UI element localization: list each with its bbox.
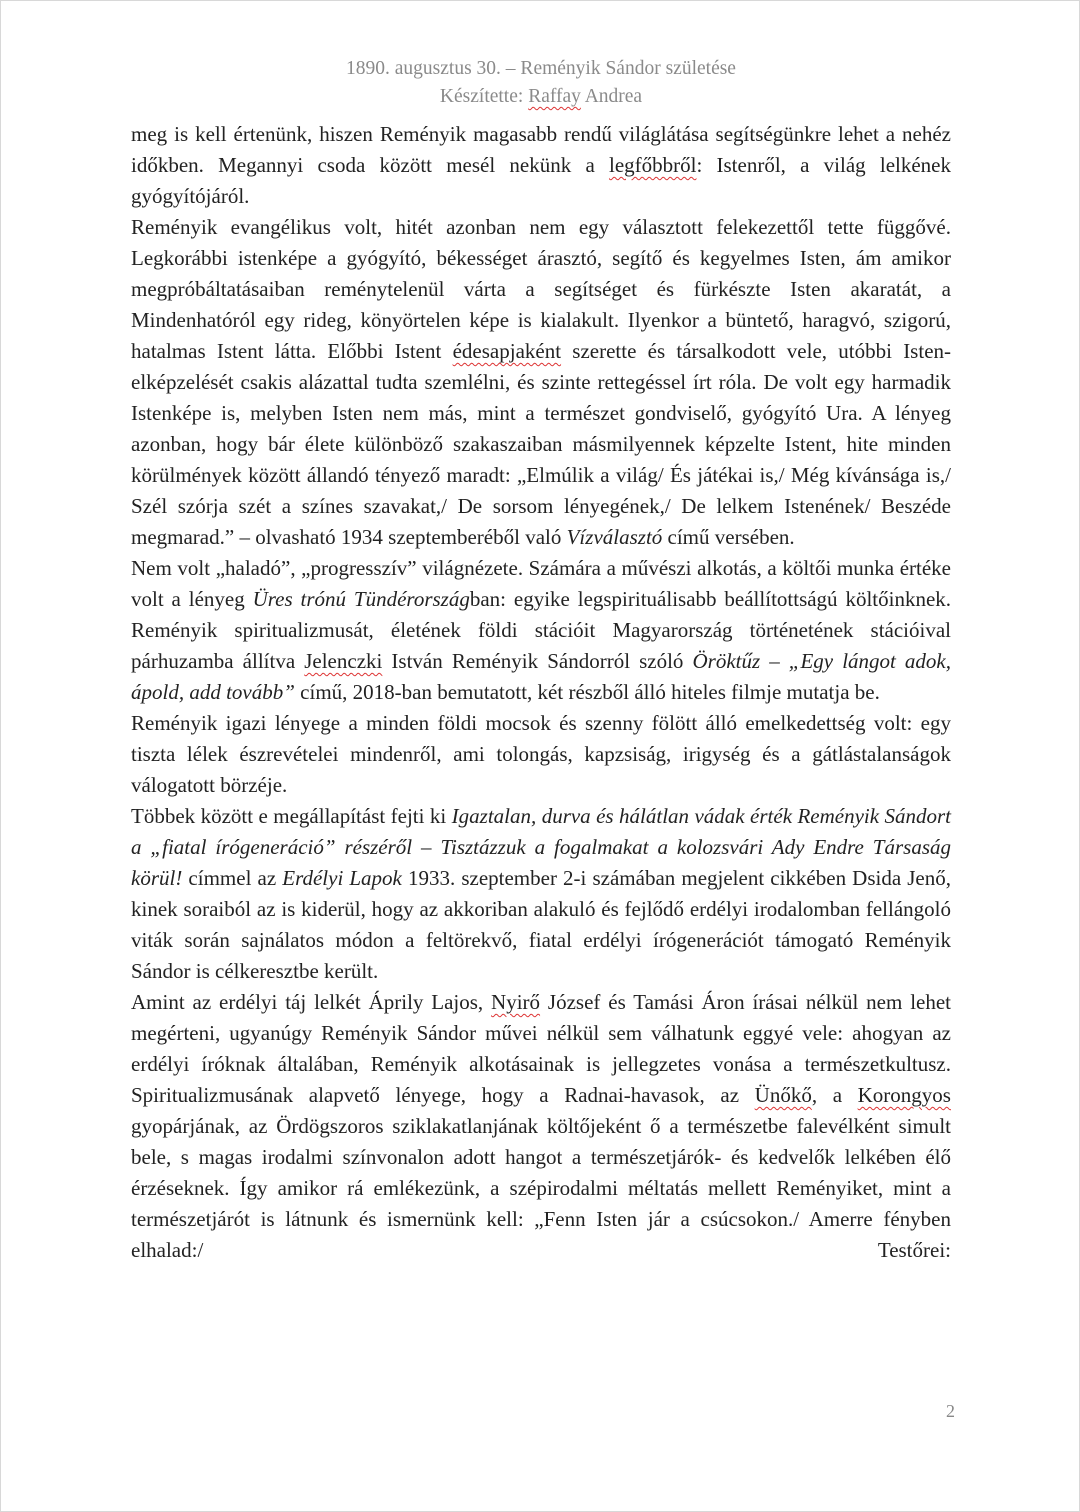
spellcheck-word: Korongyos	[857, 1083, 951, 1107]
spellcheck-word: Nyirő	[491, 990, 541, 1014]
paragraph-4	[131, 708, 951, 801]
spellcheck-word: Ünőkő	[754, 1083, 812, 1107]
spellcheck-word: édesapjaként	[452, 339, 562, 363]
film-title: Öröktűz – „Egy lángot adok, ápold, add tovább”	[131, 649, 952, 704]
text-run: szerette és társalkodott vele, utóbbi Isten-elképzelését csakis alázattal tudta szemlélni, és szinte rettegéssel írt róla. De volt egy harmadik Istenképe is, melyben Isten nem más, mint a természet gondviselő, gyógyító Ura. A lényeg azonban, hogy bár élete különböző szakaszaiban másmilyennek képzelte Istent, hite minden körülmények között állandó tényező maradt: „Elmúlik a világ/ És játékai is,/ Még kívánsága is,/ Szél szórja szét a színes szavakat,/ De sorsom lényegének,/ De lelkem Istenének/ Beszéde megmarad.” – olvasható 1934 szeptemberéből való	[131, 339, 952, 549]
text-run: Reményik evangélikus volt, hitét azonban nem egy választott felekezettől tette függővé. Legkorábbi istenképe a gyógyító, békességet árasztó, segítő és kegyelmes Isten, ám amikor megpróbáltatásaiban reménytelenül várta a segítséget és fürkészte Isten akaratát, a Mindenhatóról egy rideg, könyörtelen képe is kialakult. Ilyenkor a büntető, haragvó, szigorú, hatalmas Istent látta. Előbbi Istent	[131, 215, 951, 363]
text-run: Nem volt „haladó”, „progresszív” világnézete. Számára a művészi alkotás, a költői munka értéke volt a lényeg	[131, 556, 951, 611]
text-run: Többek között e megállapítást fejti ki	[131, 804, 452, 828]
paragraph-1	[131, 119, 951, 212]
poem-title: Vízválasztó	[566, 525, 663, 549]
article-title: Igaztalan, durva és hálátlan vádak érték Reményik Sándort a „fiatal írógeneráció” részéről – Tisztázzuk a fogalmakat a kolozsvári Ady Endre Társaság körül!	[131, 804, 951, 890]
book-title: Üres trónú Tündérország	[252, 587, 470, 611]
page-number: 2	[946, 1401, 955, 1421]
header-title: 1890. augusztus 30. – Reményik Sándor születése	[346, 58, 736, 79]
header-author	[1, 83, 1080, 111]
spellcheck-word: legfőbbről	[608, 153, 697, 177]
text-run: 1933. szeptember 2-i számában megjelent cikkében Dsida Jenő, kinek soraiból az is kiderül, hogy az akkoriban alakuló és fejlődő erdélyi irodalomban fellángoló viták során sajnálatos módon a feltörekvő, fiatal erdélyi írógenerációt támogató Reményik Sándor is célkeresztbe került.	[131, 866, 952, 983]
paragraph-3	[131, 553, 951, 708]
journal-title: Erdélyi Lapok	[282, 866, 402, 890]
text-run: ban: egyike legspirituálisabb beállítottságú költőinknek. Reményik spiritualizmusát, életének földi stációit Magyarország történetének stációival párhuzamba állítva	[131, 587, 952, 673]
text-run: József és Tamási Áron írásai nélkül nem lehet megérteni, ugyanúgy Reményik Sándor művei nélkül sem válhatunk eggyé vele: ahogyan az erdélyi íróknak általában, Reményik alkotásainak is jellegzetes vonása a természetkultusz. Spiritualizmusának alapvető lényege, hogy a Radnai-havasok, az	[131, 990, 951, 1107]
text-run: gyopárjának, az Ördögszoros sziklakatlanjának költőjeként ő a természetbe falevélként simult bele, s magas irodalmi színvonalon adott hangot a természetjárók- és kedvelők lelkében élő érzéseknek. Így amikor rá emlékezünk, a szépirodalmi méltatás mellett Reményiket, mint a természetjárót is látnunk és ismernünk kell: „Fenn Isten jár a csúcsokon./ Amerre fényben elhalad:/ Testőrei:	[131, 1114, 951, 1262]
spellcheck-word: Jelenczki	[304, 649, 383, 673]
paragraph-2	[131, 212, 951, 553]
text-run: című versében.	[662, 525, 795, 549]
paragraph-6	[131, 987, 951, 1266]
text-run: meg is kell értenünk, hiszen Reményik magasabb rendű világlátása segítségünkre lehet a nehéz időkben. Megannyi csoda között mesél nekünk a	[131, 122, 951, 177]
text-run: Reményik igazi lényege a minden földi mocsok és szenny fölött álló emelkedettség volt: egy tiszta lélek észrevételei mindenről, ami tolongás, kapzsiság, irigység és a gátlástalanságok válogatott börzéje.	[131, 711, 951, 797]
text-run: : Istenről, a világ lelkének gyógyítójáról.	[131, 153, 951, 208]
text-run: címmel az	[182, 866, 283, 890]
author-name: Raffay	[528, 86, 581, 107]
text-run: , a	[811, 1083, 858, 1107]
text-run: Amint az erdélyi táj lelkét Áprily Lajos,	[131, 990, 492, 1014]
page-header	[1, 55, 1080, 111]
body-text	[131, 119, 951, 1266]
author-suffix: Andrea	[580, 86, 643, 107]
text-run: István Reményik Sándorról szóló	[382, 649, 693, 673]
author-prefix: Készítette:	[439, 86, 529, 107]
paragraph-5	[131, 801, 951, 987]
text-run: című, 2018-ban bemutatott, két részből álló hiteles filmje mutatja be.	[294, 680, 880, 704]
